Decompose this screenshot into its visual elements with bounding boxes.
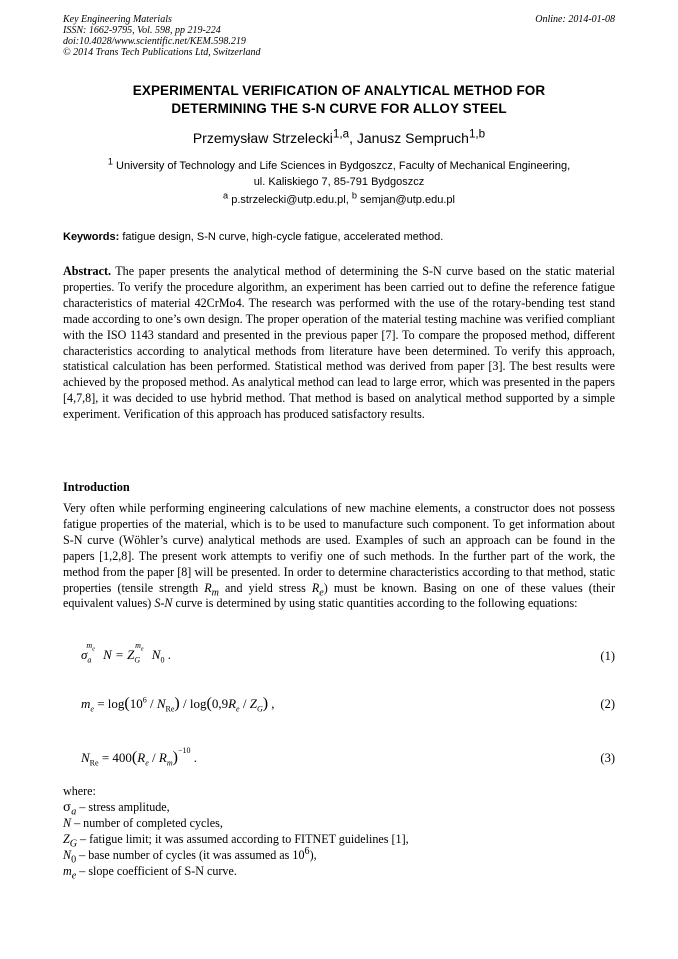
email-b[interactable]: semjan@utp.edu.pl	[360, 194, 455, 206]
email-a[interactable]: p.strzelecki@utp.edu.pl	[231, 194, 346, 206]
symbol-n0-sub: 0	[71, 854, 77, 866]
definition-n-text: – number of completed cycles,	[71, 816, 223, 830]
journal-header	[63, 14, 615, 58]
intro-part-4: curve is determined by using static quantities according to the following equations:	[172, 596, 578, 611]
author-list	[63, 129, 615, 147]
symbol-definitions	[63, 783, 615, 882]
symbol-sigma-sub: a	[71, 806, 77, 818]
equation-2-number: (2)	[600, 697, 615, 711]
email-list	[63, 192, 615, 208]
introduction-heading: Introduction	[63, 480, 130, 494]
definition-n	[63, 815, 615, 831]
keywords-text: fatigue design, S-N curve, high-cycle fatigue, accelerated method.	[122, 231, 444, 243]
definition-zg-text: – fatigue limit; it was assumed according to FITNET guidelines [1],	[77, 832, 409, 846]
email-b-marker: b	[351, 190, 357, 201]
rm-subscript: m	[211, 586, 219, 598]
author-separator: ,	[349, 130, 357, 146]
definition-n0	[63, 845, 615, 866]
online-date: Online: 2014-01-08	[535, 14, 615, 25]
intro-part-2: and yield stress	[218, 580, 312, 595]
keywords	[63, 229, 615, 245]
re-symbol: R	[311, 580, 320, 595]
definition-n0-text: – base number of cycles (it was assumed as 10	[76, 848, 305, 862]
definition-n0-exponent: 6	[304, 845, 310, 857]
doi: doi:10.4028/www.scientific.net/KEM.598.219	[63, 36, 246, 47]
abstract-label: Abstract.	[63, 264, 112, 278]
symbol-sigma: σ	[63, 800, 72, 814]
title-line-1: EXPERIMENTAL VERIFICATION OF ANALYTICAL METHOD FOR	[132, 83, 546, 98]
rm-symbol: R	[204, 580, 212, 595]
definition-zg	[63, 831, 615, 850]
introduction-text	[63, 501, 615, 612]
equation-1-number: (1)	[600, 649, 615, 663]
equation-3-expression: $N_{Re} = 400(R_e / R_m)^{-10}$ .	[81, 745, 197, 768]
equation-1	[81, 640, 615, 669]
intro-part-3: ) must be known. Basing on one of these values (their equivalent values)	[63, 580, 615, 611]
author-1-sup: 1,a	[332, 127, 350, 141]
equation-2-expression: $m_e = \log(10^6 / N_{Re}) / \log(0,9R_e / Z_G)$ ,	[81, 695, 275, 714]
journal-name: Key Engineering Materials	[63, 14, 172, 25]
symbol-n: N	[63, 816, 72, 830]
paper-title	[63, 82, 615, 118]
issn: ISSN: 1662-9795, Vol. 598, pp 219-224	[63, 25, 221, 36]
affiliation	[63, 158, 615, 190]
definition-me	[63, 863, 615, 882]
author-2: Janusz Sempruch	[356, 130, 469, 146]
symbol-m-sub: e	[71, 870, 77, 882]
equation-3	[81, 745, 615, 771]
title-line-2: DETERMINING THE S-N CURVE FOR ALLOY STEEL	[171, 101, 507, 116]
symbol-n0: N	[63, 848, 72, 862]
symbol-z: Z	[63, 832, 70, 846]
author-1: Przemysław Strzelecki	[192, 130, 333, 146]
symbol-m: m	[63, 864, 72, 878]
abstract-text: The paper presents the analytical method of determining the S-N curve based on the static material properties. To verify the procedure algorithm, an experiment has been carried out to define the reference fatigue characteristics of material 42CrMo4. The research was performed with the use of the rotary-bending test stand made according to one’s own design. The proper operation of the material testing machine was verified compliant with the ISO 1143 standard and presented in the previous paper [7]. To compare the proposed method, different characteristics according to analytical methods from literature have been determined. To verify this approach, statistical calculation has been performed. Statistical method was derived from paper [3]. The best results were achieved by the proposed method. As analytical method can lead to large error, which was presented in the papers [4,7,8], it was decided to use hybrid method. That method is based on analytical method supported by a simple experiment. Verification of this approach has produced satisfactory results.	[63, 264, 615, 422]
definition-sigma-text: – stress amplitude,	[76, 800, 170, 814]
definition-n0-tail: ),	[309, 848, 317, 862]
affiliation-marker: 1	[107, 156, 113, 167]
definition-me-text: – slope coefficient of S-N curve.	[76, 864, 237, 878]
definition-sigma	[63, 799, 615, 818]
equation-2	[81, 695, 615, 717]
email-separator: ,	[345, 194, 352, 206]
re-subscript: e	[319, 586, 324, 598]
sn-symbol: S-N	[154, 596, 173, 611]
equation-3-number: (3)	[600, 751, 615, 765]
intro-part-1: Very often while performing engineering calculations of new machine elements, a constructor does not possess fatigue properties of the material, which is to be used to manufacture such component. To get information about S-N curve (Wöhler’s curve) analytical methods are used. Examples of such an approach can be found in the papers [1,2,8]. The present work attempts to verifiy one of such methods. In the further part of the work, the method from the paper [8] will be presented. In order to determine characteristics according to that method, static properties (tensile strength	[63, 501, 615, 595]
where-label: where:	[63, 784, 96, 798]
equation-1-expression: $\sigma_a^{m_e}$ $N = Z_G^{m_e}$ $N_0$ .	[81, 640, 171, 665]
email-a-marker: a	[223, 190, 229, 201]
keywords-label: Keywords:	[63, 231, 120, 243]
affiliation-line-1: University of Technology and Life Sciences in Bydgoszcz, Faculty of Mechanical Engineering,	[116, 160, 571, 172]
copyright: © 2014 Trans Tech Publications Ltd, Switzerland	[63, 47, 261, 58]
affiliation-line-2: ul. Kaliskiego 7, 85-791 Bydgoszcz	[253, 176, 425, 188]
abstract	[63, 264, 615, 423]
author-2-sup: 1,b	[468, 127, 486, 141]
symbol-z-sub: G	[69, 838, 78, 850]
